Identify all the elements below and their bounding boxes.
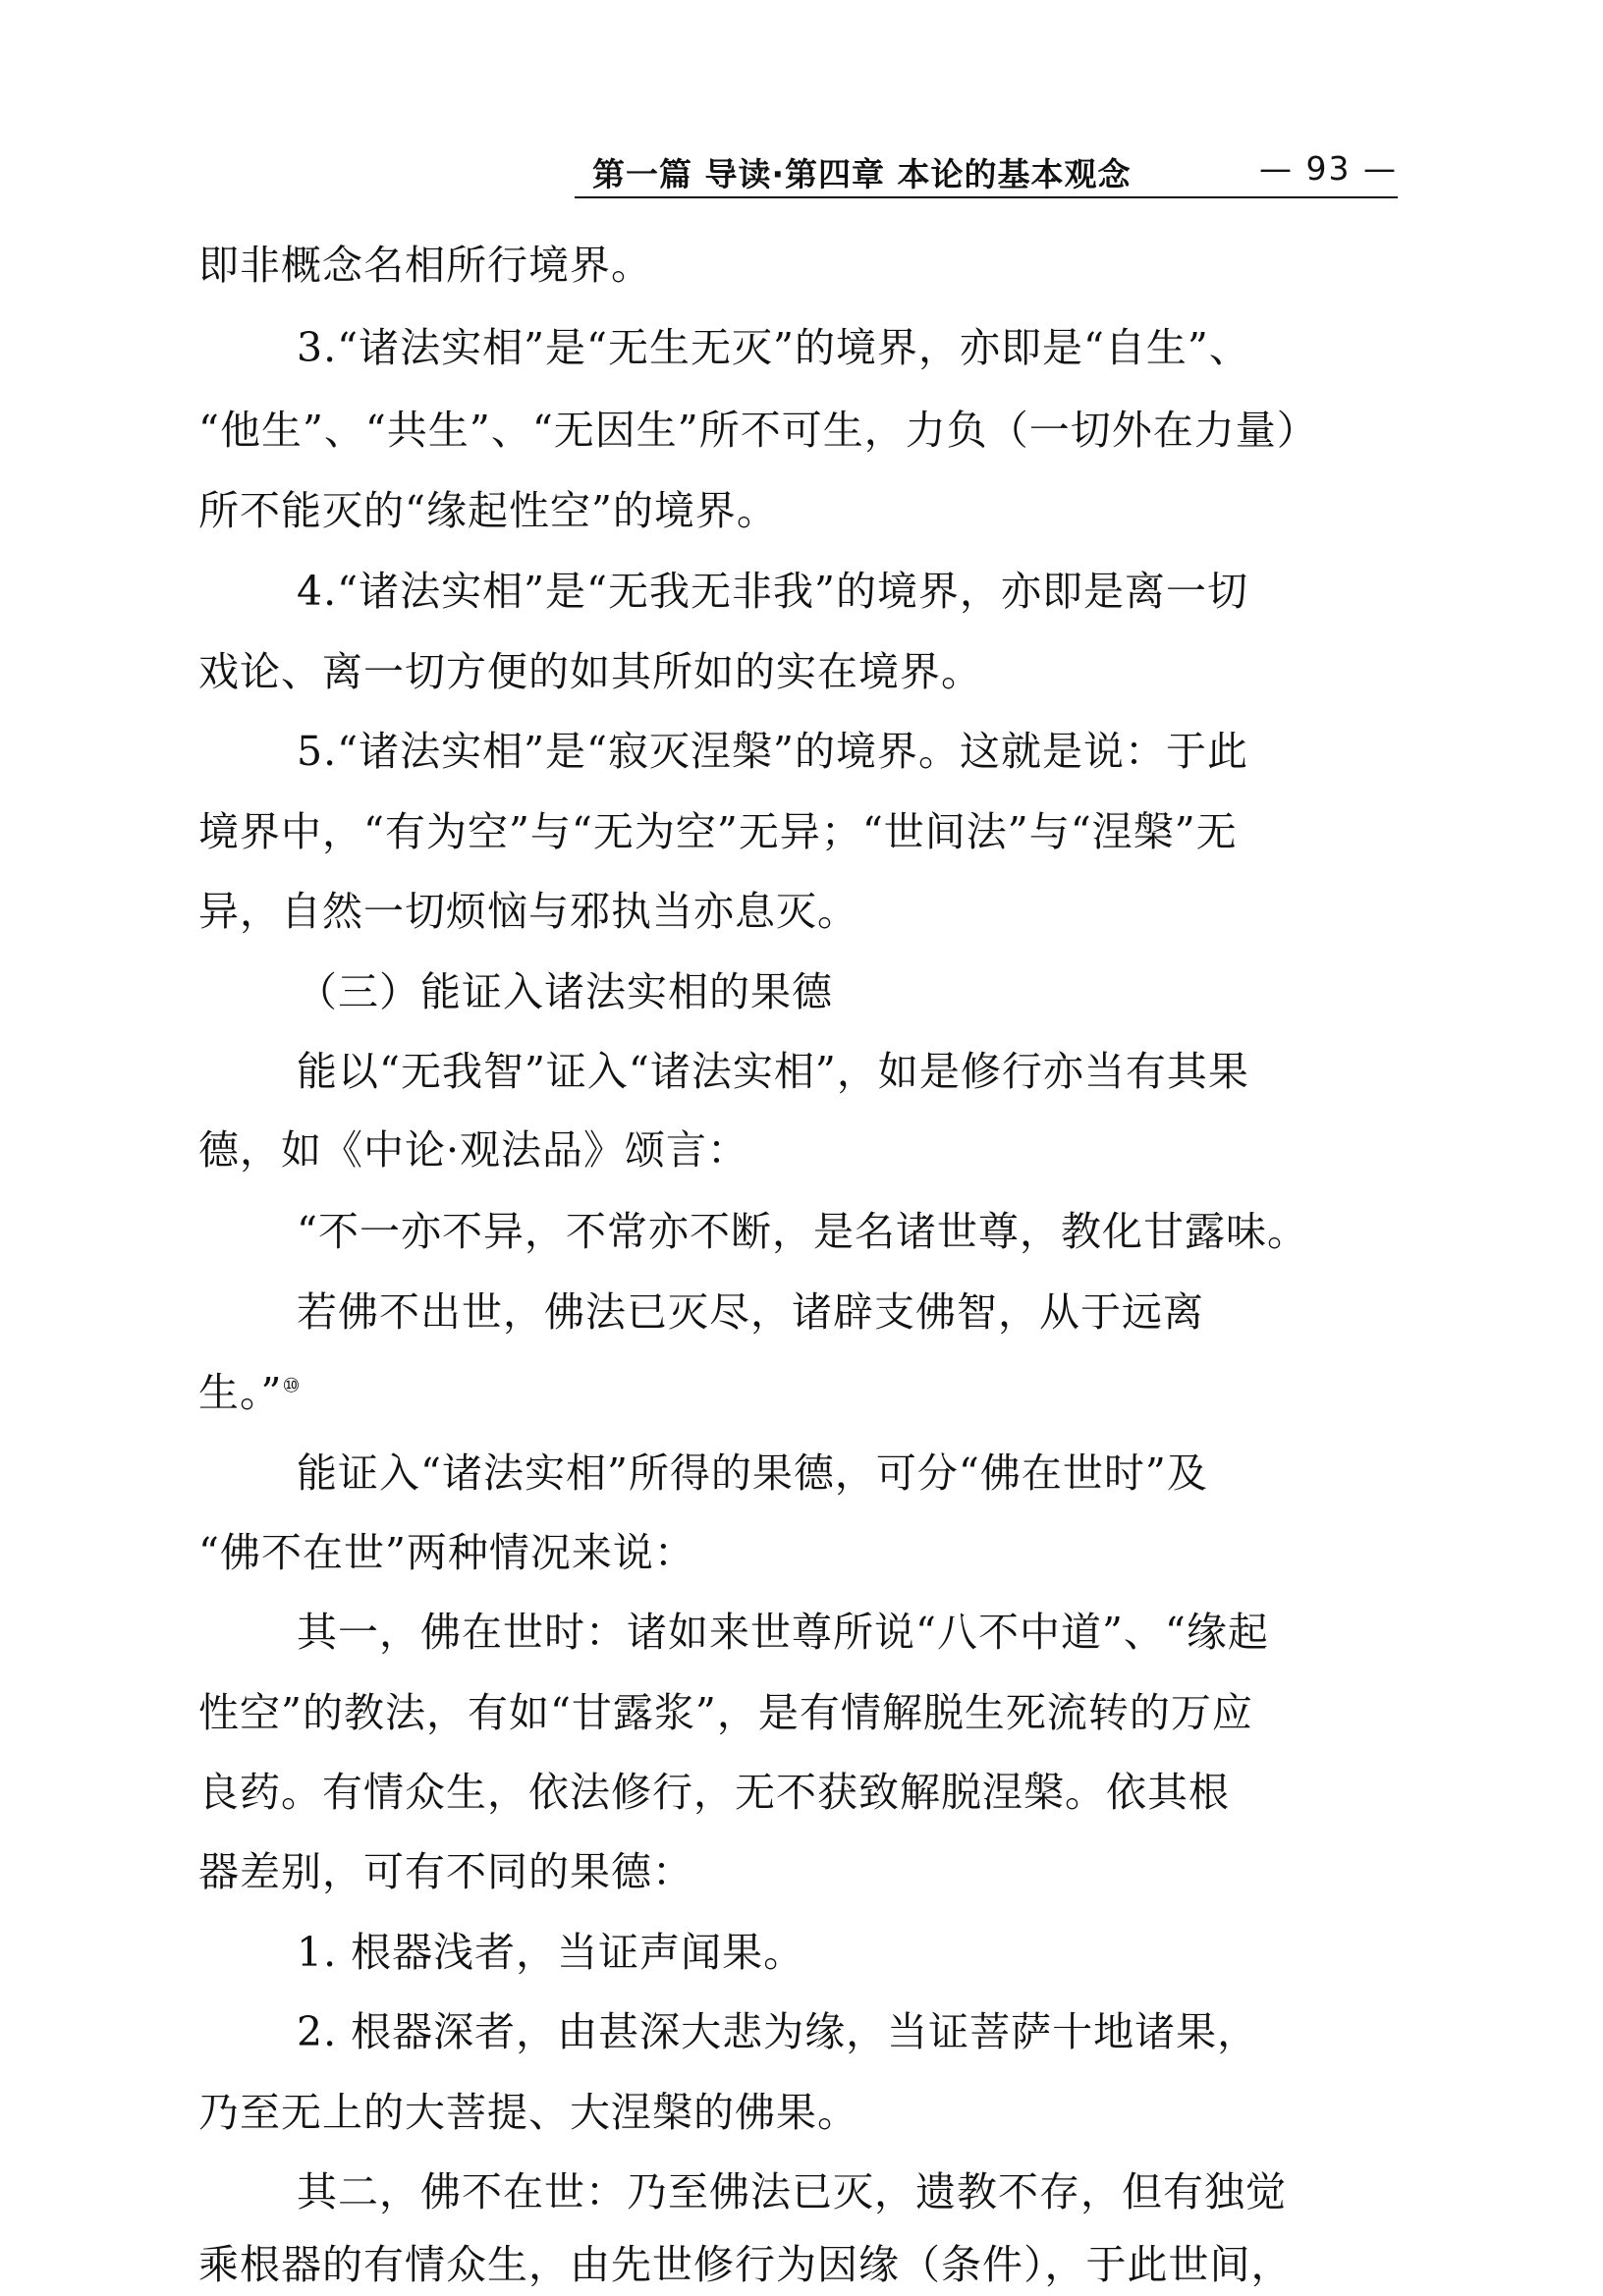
text-line: 能证入“诸法实相”所得的果德，可分“佛在世时”及 xyxy=(297,1449,1208,1497)
text-line: 乘根器的有情众生，由先世修行为因缘（条件），于此世间， xyxy=(198,2241,1293,2288)
text-line: 其一，佛在世时：诸如来世尊所说“八不中道”、“缘起 xyxy=(297,1609,1269,1656)
list-item: 2. 根器深者，由甚深大悲为缘，当证菩萨十地诸果， xyxy=(297,2008,1259,2055)
text-line: 异，自然一切烦恼与邪执当亦息灭。 xyxy=(198,888,858,935)
text-line: 乃至无上的大菩提、大涅槃的佛果。 xyxy=(198,2089,858,2136)
text-line: 良药。有情众生，依法修行，无不获致解脱涅槃。依其根 xyxy=(198,1769,1230,1816)
quote-line: 若佛不出世，佛法已灭尽，诸辟支佛智，从于远离 xyxy=(297,1288,1204,1336)
text-line: 境界中，“有为空”与“无为空”无异；“世间法”与“涅槃”无 xyxy=(198,808,1238,855)
list-item: 1. 根器浅者，当证声闻果。 xyxy=(297,1929,805,1976)
text-line: 4.“诸法实相”是“无我无非我”的境界，亦即是离一切 xyxy=(297,568,1248,615)
text-line: 5.“诸法实相”是“寂灭涅槃”的境界。这就是说：于此 xyxy=(297,728,1248,775)
text-line: 性空”的教法，有如“甘露浆”，是有情解脱生死流转的万应 xyxy=(198,1689,1253,1736)
text-line: 德，如《中论·观法品》颂言： xyxy=(198,1126,749,1174)
quote-line: “不一亦不异，不常亦不断，是名诸世尊，教化甘露味。 xyxy=(297,1208,1308,1255)
quote-line-end: 生。”⑩ xyxy=(198,1369,302,1416)
text-line: 能以“无我智”证入“诸法实相”，如是修行亦当有其果 xyxy=(297,1048,1249,1095)
text-line: “他生”、“共生”、“无因生”所不可生，力负（一切外在力量） xyxy=(198,407,1318,454)
running-title: 第一篇 导读·第四章 本论的基本观念 xyxy=(592,155,1132,193)
running-header xyxy=(575,145,1398,198)
section-heading: （三）能证入诸法实相的果德 xyxy=(297,968,833,1015)
text-line: “佛不在世”两种情况来说： xyxy=(198,1529,695,1576)
text-line: 所不能灭的“缘起性空”的境界。 xyxy=(198,487,778,534)
text-line: 戏论、离一切方便的如其所如的实在境界。 xyxy=(198,648,982,695)
text-line: 3.“诸法实相”是“无生无灭”的境界，亦即是“自生”、 xyxy=(297,324,1250,371)
footnote-marker: ⑩ xyxy=(282,1373,302,1397)
text-line: 器差别，可有不同的果德： xyxy=(198,1848,693,1895)
text-line: 即非概念名相所行境界。 xyxy=(198,242,652,289)
text-line: 其二，佛不在世：乃至佛法已灭，遗教不存，但有独觉 xyxy=(297,2168,1287,2215)
page-number: — 93 — xyxy=(1259,149,1398,188)
